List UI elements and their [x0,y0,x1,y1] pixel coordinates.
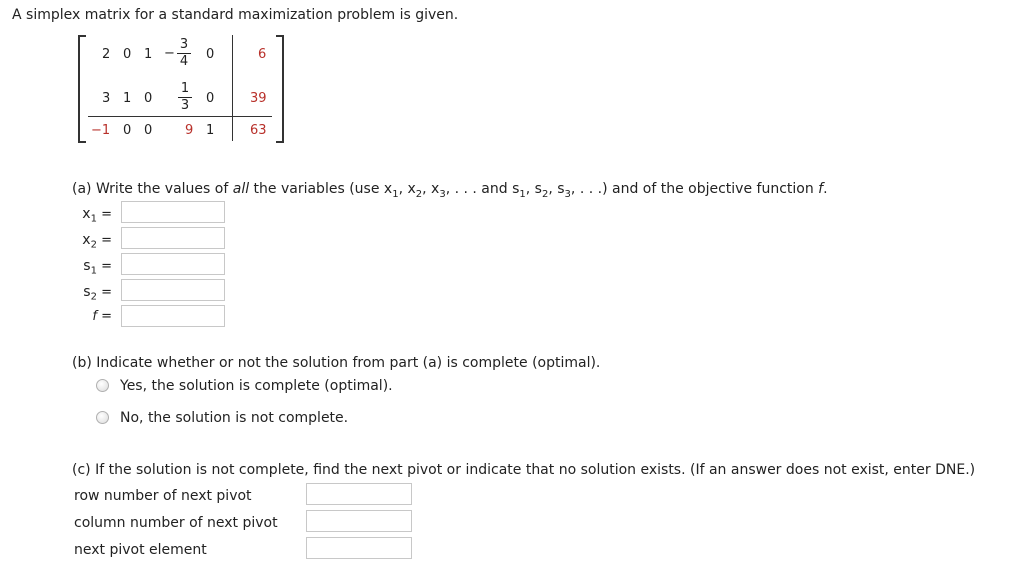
pivot-row-input[interactable] [306,483,412,505]
cell-r2-c4-fraction [178,82,192,113]
fraction-denominator: 4 [179,54,189,69]
simplex-matrix [78,35,284,141]
cell-r2-rhs: 39 [250,91,267,106]
problem-intro: A simplex matrix for a standard maximization problem is given. [12,7,459,23]
s2-input[interactable] [121,279,225,301]
cell-r3-c2: 0 [123,123,132,138]
part-b-prompt: (b) Indicate whether or not the solution from part (a) is complete (optimal). [72,355,601,371]
x-variable-list: $x_1$, $x_2$, $x_3$, . . . [383,181,477,200]
cell-r1-c2: 0 [123,47,132,62]
cell-r1-c1: 2 [102,47,111,62]
option-no-label: No, the solution is not complete. [120,410,349,426]
cell-r3-rhs: 63 [250,123,267,138]
cell-r3-c3: 0 [144,123,153,138]
label-x1: $x_1$ = [82,206,112,225]
pivot-row-label: row number of next pivot [74,488,252,504]
cell-r3-c4: 9 [185,123,194,138]
cell-r1-rhs: 6 [258,47,267,62]
pivot-column-label: column number of next pivot [74,515,278,531]
radio-yes-complete[interactable] [96,379,109,392]
label-s2: $s_2$ = [83,284,112,303]
fraction-numerator: 1 [180,81,190,96]
label-f: f = [92,309,112,324]
cell-r2-c5: 0 [206,91,215,106]
pivot-element-input[interactable] [306,537,412,559]
cell-r1-c4-sign: − [164,46,175,61]
part-c-prompt: (c) If the solution is not complete, find the next pivot or indicate that no solution exists. (If an answer does not exist, enter DNE.) [72,462,976,478]
cell-r2-c2: 1 [123,91,132,106]
option-yes-label: Yes, the solution is complete (optimal). [120,378,393,394]
cell-r3-c1: −1 [91,123,111,138]
label-x2: $x_2$ = [82,232,112,251]
label-s1: $s_1$ = [83,258,112,277]
f-input[interactable] [121,305,225,327]
part-a-prompt: (a) Write the values of all the variables (use $x_1$, $x_2$, $x_3$, . . . and $s_1$, $s_2$, $s_3$, . . .) and of the objective function f. [72,181,828,200]
pivot-column-input[interactable] [306,510,412,532]
pivot-element-label: next pivot element [74,542,207,558]
cell-r2-c3: 0 [144,91,153,106]
radio-no-not-complete[interactable] [96,411,109,424]
cell-r1-c3: 1 [144,47,153,62]
fraction-numerator: 3 [179,37,189,52]
cell-r1-c4-fraction [177,38,191,69]
fraction-denominator: 3 [180,98,190,113]
right-bracket [276,35,284,143]
cell-r2-c1: 3 [102,91,111,106]
left-bracket [78,35,86,143]
cell-r3-c5: 1 [206,123,215,138]
s-variable-list: $s_1$, $s_2$, $s_3$, . . . [512,181,603,200]
rhs-divider [232,35,233,141]
x1-input[interactable] [121,201,225,223]
cell-r1-c5: 0 [206,47,215,62]
x2-input[interactable] [121,227,225,249]
s1-input[interactable] [121,253,225,275]
objective-row-divider [88,116,272,117]
